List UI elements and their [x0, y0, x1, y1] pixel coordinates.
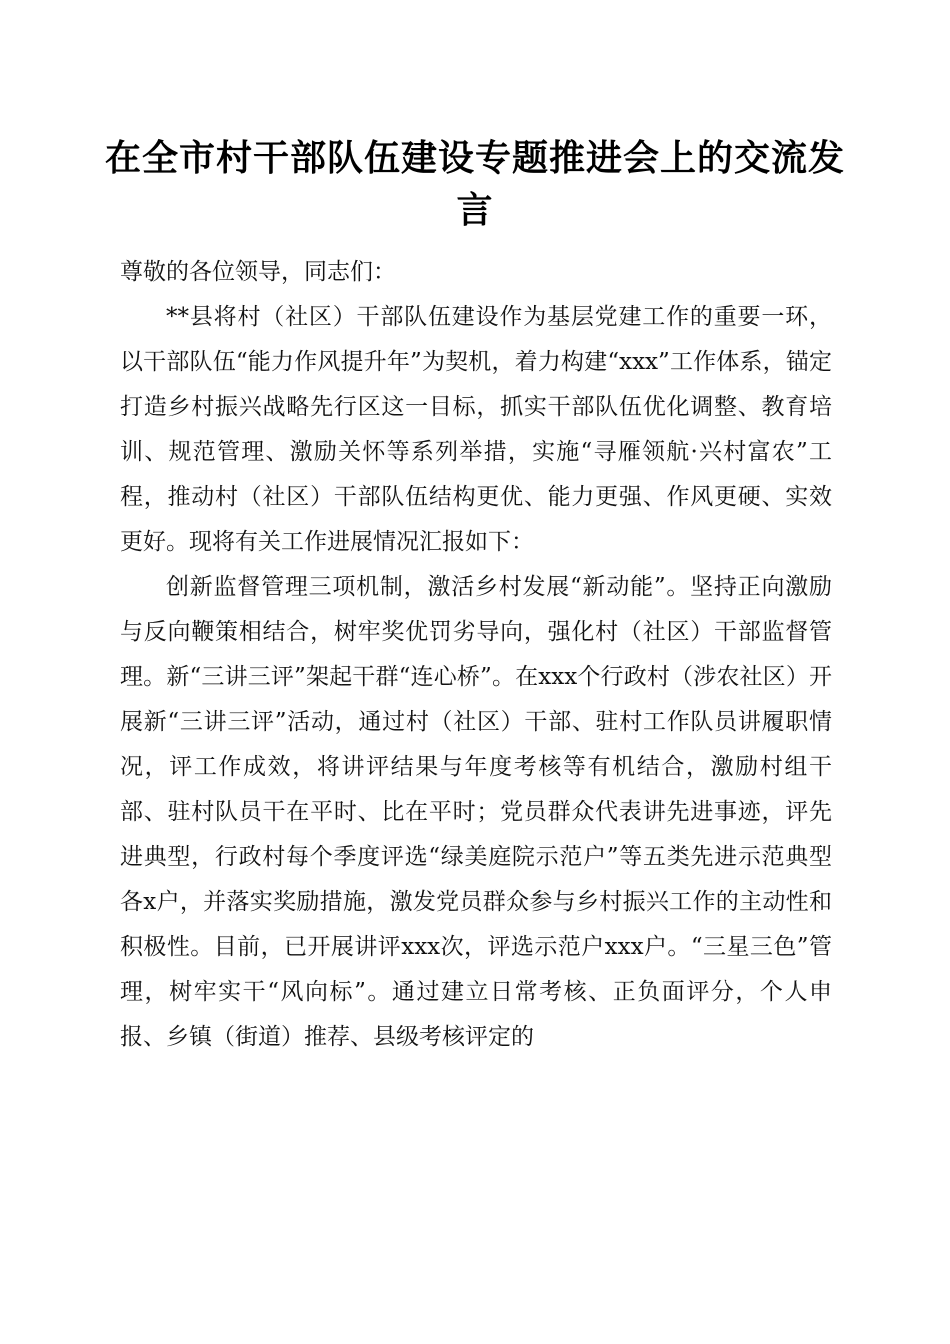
paragraph-intro: **县将村（社区）干部队伍建设作为基层党建工作的重要一环，以干部队伍“能力作风提升年”为契机，着力构建“xxx”工作体系，锚定打造乡村振兴战略先行区这一目标，抓实干部队伍优化调整、教育培训、规范管理、激励关怀等系列举措，实施“寻雁领航·兴村富农”工程，推动村（社区）干部队伍结构更优、能力更强、作风更硬、实效更好。现将有关工作进展情况汇报如下： [120, 304, 832, 555]
paragraph-supervision: 创新监督管理三项机制，激活乡村发展“新动能”。坚持正向激励与反向鞭策相结合，树牢奖优罚劣导向，强化村（社区）干部监督管理。新“三讲三评”架起干群“连心桥”。在xxx个行政村（涉农社区）开展新“三讲三评”活动，通过村（社区）干部、驻村工作队员讲履职情况，评工作成效，将讲评结果与年度考核等有机结合，激励村组干部、驻村队员干在平时、比在平时；党员群众代表讲先进事迹，评先进典型，行政村每个季度评选“绿美庭院示范户”等五类先进示范典型各x户，并落实奖励措施，激发党员群众参与乡村振兴工作的主动性和积极性。目前，已开展讲评xxx次，评选示范户xxx户。“三星三色”管理，树牢实干“风向标”。通过建立日常考核、正负面评分，个人申报、乡镇（街道）推荐、县级考核评定的 [120, 574, 832, 1050]
salutation: 尊敬的各位领导，同志们： [120, 259, 396, 285]
document-title: 在全市村干部队伍建设专题推进会上的交流发言 [104, 137, 845, 231]
document-body [120, 250, 832, 1060]
